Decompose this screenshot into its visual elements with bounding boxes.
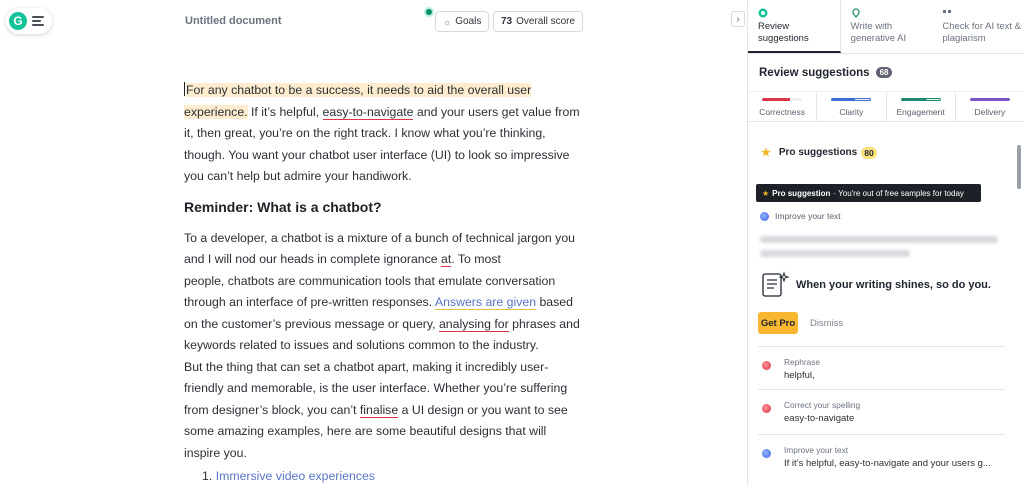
text-run: . To most [451,252,501,266]
suggestion-text: helpful, [784,370,815,381]
tab-label: Write with generative AI [850,21,907,44]
document-title[interactable]: Untitled document [185,15,282,27]
get-pro-button[interactable]: Get Pro [758,312,798,334]
list-item-text[interactable]: Immersive video experiences [215,469,375,483]
pro-suggestions-row[interactable] [761,146,877,159]
document-editor[interactable] [184,80,584,488]
highlighted-sentence[interactable]: For any chatbot to be a success, it needs to aid the overall user experience. [184,83,532,119]
suggestion-card[interactable] [758,434,1005,478]
goals-button[interactable] [435,11,489,32]
goals-icon: ☼ [443,16,452,27]
blurred-preview-line [760,236,998,243]
tooltip-title: Pro suggestion [772,188,831,198]
category-label: Clarity [839,107,864,117]
spelling-issue[interactable]: easy-to-navigate [322,104,414,119]
category-label: Delivery [974,107,1006,117]
paragraph-2 [184,228,584,357]
text-run: people, chatbots are communication tools that emulate conversation through an interface of pre-written responses. [184,273,556,309]
tab-generative-ai[interactable] [841,0,933,53]
blurred-preview-line [760,250,910,257]
section-heading: Reminder: What is a chatbot? [184,198,382,215]
paragraph-1 [184,80,584,188]
panel-scrollbar[interactable] [1017,145,1021,189]
paragraph-3 [184,357,584,465]
category-bar [762,98,802,101]
suggestion-count-badge: 68 [876,67,893,78]
category-engagement[interactable] [887,92,956,121]
category-label: Correctness [759,107,806,117]
collapse-panel-button[interactable] [731,11,745,27]
promo-headline: When your writing shines, so do you. [796,279,991,291]
tab-ai-plagiarism[interactable] [932,0,1024,53]
dismiss-button[interactable]: Dismiss [810,318,844,329]
pro-suggestion-tooltip [756,184,981,202]
text-cursor [184,82,185,96]
suggestion-card[interactable] [758,346,1005,388]
pro-count-badge: 80 [861,147,876,159]
location-pin-icon [851,8,861,18]
clarity-icon [762,449,771,458]
category-bar [970,98,1010,101]
category-bar [831,98,871,101]
category-delivery[interactable] [956,92,1024,121]
suggestions-panel [747,0,1024,485]
text-run: a UI design or you want to see some amazing examples, here are some beautiful designs that will inspire you. [184,402,568,460]
list-number: 1. [202,469,213,483]
text-run: But the thing that can set a chatbot apart, making it incredibly user-friendly and memorable, is the user interface. Whether you’re suffering from designer’s block, you can’t [184,359,568,417]
list-item [184,466,584,488]
text-run: To a developer, a chatbot is a mixture of a bunch of technical jargon you and I will nod our heads in complete ignorance [184,230,576,266]
star-icon: ★ [762,188,770,198]
panel-tabs [748,0,1024,54]
text-run: phrases and keywords related to issues and solutions common to the industry. [184,316,580,352]
panel-header [748,54,1024,92]
text-run: and your users get value from it, then great, you’re on the right track. I know what you’re thinking, though. You want your chatbot user interface (UI) to look so impressive you can’t help but admire your handiwork. [184,104,580,183]
category-correctness[interactable] [748,92,817,121]
tooltip-text: · You're out of free samples for today [833,188,964,198]
category-bar [901,98,941,101]
panel-title: Review suggestions [759,66,870,79]
correctness-icon [762,361,771,370]
suggestion-text: easy-to-navigate [784,413,855,424]
tab-label: Review suggestions [758,21,809,44]
suggestion-text: If it’s helpful, easy-to-navigate and your users g... [784,458,991,469]
suggestion-type: Improve your text [784,445,849,455]
clarity-issue[interactable]: Answers are given [434,295,537,309]
menu-icon[interactable] [32,15,46,27]
overall-score-button[interactable] [493,11,583,32]
tab-label: Check for AI text & plagiarism [942,21,1022,44]
quote-icon [942,8,952,18]
text-run: based on the customer’s previous message or query, [184,295,573,331]
category-filter [748,92,1024,122]
score-value: 73 [501,16,513,27]
document-sparkle-icon [760,270,790,300]
category-label: Engagement [896,107,945,117]
grammarly-logo-icon[interactable]: G [9,12,27,30]
suggestion-type: Correct your spelling [784,400,861,410]
chevron-right-icon: › [736,13,740,25]
category-clarity[interactable] [817,92,886,121]
goals-label: Goals [455,16,482,27]
improve-text-row[interactable] [760,211,841,221]
star-icon: ★ [761,147,771,159]
suggestion-card[interactable] [758,389,1005,433]
correctness-icon [762,404,771,413]
pro-suggestions-label: Pro suggestions [778,147,858,158]
suggestion-type: Rephrase [784,357,820,367]
improve-label: Improve your text [775,211,841,221]
grammarly-tab-icon [758,8,768,18]
grammar-issue[interactable]: at [441,252,452,266]
sync-status-icon [424,7,434,17]
grammarly-menu-pill[interactable] [6,8,52,34]
spelling-issue[interactable]: finalise [359,402,399,417]
improve-icon [760,212,769,221]
score-label: Overall score [516,16,576,27]
text-run: If it’s helpful, [247,104,323,119]
tab-review-suggestions[interactable] [748,0,841,53]
grammar-issue[interactable]: analysing for [438,316,509,331]
